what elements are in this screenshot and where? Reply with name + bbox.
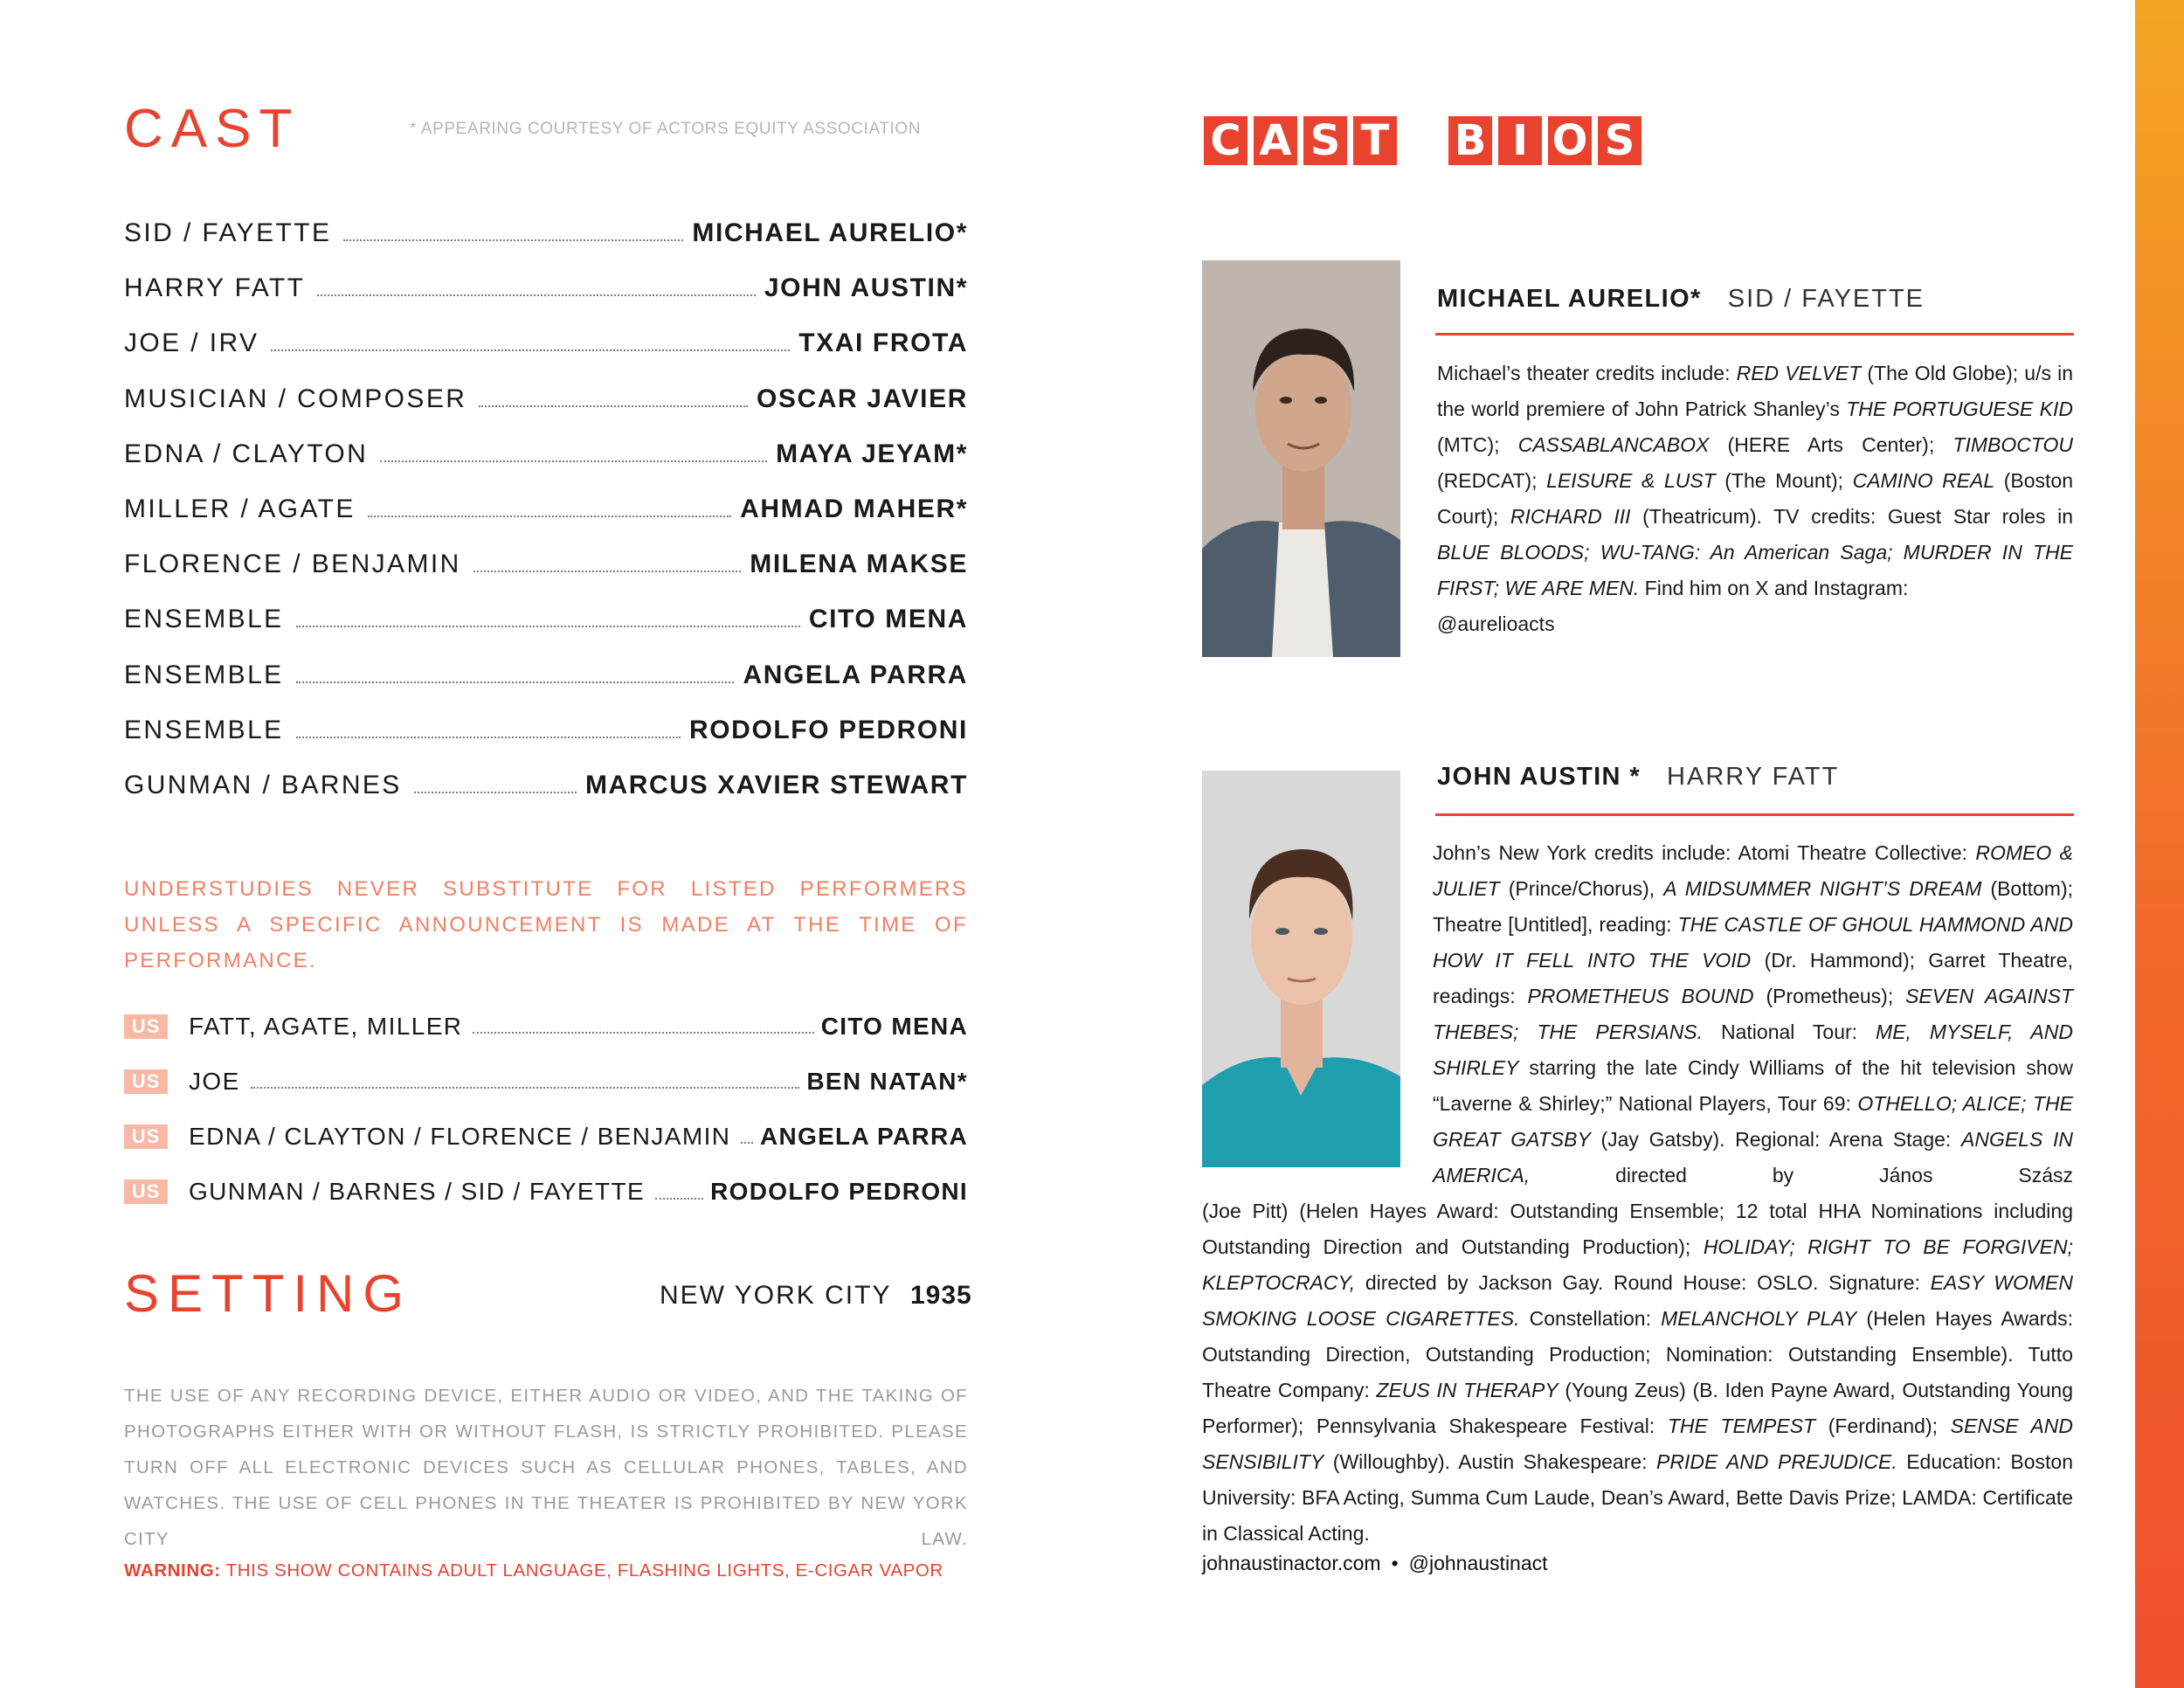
leader-dots bbox=[655, 1197, 703, 1200]
bio-header-michael bbox=[1437, 285, 1925, 314]
bio-segment: directed by Jackson Gay. Round House: OSLO. Signature: bbox=[1355, 1271, 1931, 1294]
heading-letter: C bbox=[1204, 116, 1248, 165]
leader-dots bbox=[296, 681, 735, 683]
bio-segment: Constellation: bbox=[1519, 1307, 1662, 1330]
understudy-actor: RODOLFO PEDRONI bbox=[710, 1178, 968, 1206]
heading-letter: O bbox=[1548, 116, 1592, 165]
warning-text: THIS SHOW CONTAINS ADULT LANGUAGE, FLASHING LIGHTS, E-CIGAR VAPOR bbox=[225, 1560, 943, 1581]
bio-title: HOLIDAY; RIGHT TO BE FORGIVEN; KLEPTOCRACY, bbox=[1202, 1235, 2073, 1294]
warning-label: WARNING: bbox=[124, 1560, 221, 1581]
bio-divider bbox=[1435, 333, 2074, 336]
leader-dots bbox=[296, 625, 800, 627]
heading-letter: I bbox=[1498, 116, 1542, 165]
bio-text-john-part1 bbox=[1433, 835, 2073, 1193]
leader-dots bbox=[271, 349, 790, 351]
understudy-actor: CITO MENA bbox=[820, 1012, 968, 1040]
bio-title: CAMINO REAL bbox=[1852, 469, 1995, 492]
bio-title: ME, MYSELF, AND SHIRLEY bbox=[1433, 1020, 2073, 1079]
bio-segment: Find him on X and Instagram: bbox=[1639, 577, 1909, 599]
bio-title: ROMEO & JULIET bbox=[1433, 841, 2074, 900]
cast-role: MILLER / AGATE bbox=[124, 494, 356, 523]
cast-role: ENSEMBLE bbox=[124, 605, 284, 634]
bio-actor-name: JOHN AUSTIN * bbox=[1437, 763, 1641, 791]
cast-bios-heading bbox=[1204, 116, 1648, 165]
bio-segment: (Joe Pitt) (Helen Hayes Award: Outstanding Ensemble; 12 total HHA Nominations including Outstanding Direction and Outstanding Production); bbox=[1202, 1200, 2073, 1258]
bio-title: PRIDE AND PREJUDICE. bbox=[1656, 1450, 1897, 1473]
understudy-roles: EDNA / CLAYTON / FLORENCE / BENJAMIN bbox=[189, 1122, 731, 1150]
leader-dots bbox=[343, 239, 683, 241]
understudy-list bbox=[124, 999, 968, 1220]
bio-header-john bbox=[1437, 763, 1839, 792]
cast-row bbox=[124, 661, 968, 716]
bio-title: TIMBOCTOU bbox=[1952, 433, 2073, 456]
cast-actor: MAYA JEYAM* bbox=[776, 439, 968, 468]
leader-dots bbox=[296, 736, 681, 738]
bio-title: EASY WOMEN SMOKING LOOSE CIGARETTES. bbox=[1202, 1271, 2074, 1330]
cast-role: HARRY FATT bbox=[124, 273, 306, 303]
bio-segment: (MTC); bbox=[1437, 433, 1518, 456]
us-badge: US bbox=[124, 1069, 168, 1094]
cast-actor: CITO MENA bbox=[808, 605, 968, 634]
bio-title: THE TEMPEST bbox=[1667, 1415, 1816, 1437]
cast-actor: RODOLFO PEDRONI bbox=[688, 715, 968, 744]
social-handle-link[interactable]: @johnaustinact bbox=[1408, 1552, 1548, 1574]
bio-segment: (Ferdinand); bbox=[1815, 1415, 1951, 1437]
setting-year: 1935 bbox=[910, 1281, 972, 1310]
bio-segment: (Prince/Chorus), bbox=[1499, 877, 1664, 900]
understudy-roles: FATT, AGATE, MILLER bbox=[189, 1012, 463, 1040]
us-badge: US bbox=[124, 1124, 168, 1149]
bio-title: RED VELVET bbox=[1736, 362, 1862, 384]
instagram-handle[interactable]: @aurelioacts bbox=[1437, 612, 1555, 635]
cast-role: SID / FAYETTE bbox=[124, 218, 332, 247]
bio-segment: (HERE Arts Center); bbox=[1709, 433, 1953, 456]
cast-role: JOE / IRV bbox=[124, 329, 259, 358]
bio-segment: (Theatricum). TV credits: Guest Star roles in bbox=[1630, 505, 2073, 528]
bio-segment: (The Mount); bbox=[1715, 469, 1853, 492]
cast-row bbox=[124, 550, 968, 605]
bio-segment: Education: Boston University: BFA Acting, Summa Cum Laude, Dean’s Award, Bette Davis Prize; LAMDA: Certificate in Classical Acting. bbox=[1202, 1450, 2073, 1545]
john-links bbox=[1202, 1552, 1548, 1575]
understudy-actor: ANGELA PARRA bbox=[759, 1122, 968, 1150]
bio-actor-name: MICHAEL AURELIO* bbox=[1437, 285, 1702, 313]
cast-row bbox=[124, 439, 968, 495]
understudy-roles: GUNMAN / BARNES / SID / FAYETTE bbox=[189, 1178, 646, 1206]
cast-row bbox=[124, 273, 968, 329]
cast-role: EDNA / CLAYTON bbox=[124, 439, 369, 468]
leader-dots bbox=[473, 570, 742, 572]
bio-title: PROMETHEUS BOUND bbox=[1527, 985, 1754, 1007]
bio-segment: (Boston Court); bbox=[1437, 469, 2073, 528]
cast-row bbox=[124, 716, 968, 771]
link-separator: • bbox=[1391, 1552, 1399, 1574]
cast-actor: MICHAEL AURELIO* bbox=[692, 218, 968, 247]
cast-role: ENSEMBLE bbox=[124, 715, 284, 744]
bio-role: HARRY FATT bbox=[1667, 763, 1840, 791]
bio-title: ZEUS IN THERAPY bbox=[1376, 1379, 1559, 1401]
cast-role: FLORENCE / BENJAMIN bbox=[124, 550, 461, 579]
heading-letter: T bbox=[1353, 116, 1397, 165]
bio-segment: (The Old Globe); u/s in the world premiere of John Patrick Shanley’s bbox=[1437, 362, 2074, 420]
heading-letter: S bbox=[1598, 116, 1641, 165]
bio-title: THE PORTUGUESE KID bbox=[1846, 398, 2074, 420]
bio-segment: directed by János Szász bbox=[1530, 1164, 2073, 1186]
leader-dots bbox=[380, 460, 767, 462]
bio-segment: (Helen Hayes Awards: Outstanding Direction, Outstanding Production; Nomination: Outstanding Ensemble). Tutto Theatre Company: bbox=[1202, 1307, 2073, 1401]
setting-place: NEW YORK CITY bbox=[660, 1281, 892, 1310]
cast-actor: ANGELA PARRA bbox=[743, 660, 968, 689]
leader-dots bbox=[479, 405, 748, 407]
bio-role: SID / FAYETTE bbox=[1727, 285, 1925, 313]
understudy-row bbox=[124, 999, 968, 1054]
bio-title: ANGELS IN AMERICA, bbox=[1433, 1128, 2073, 1186]
bio-title: SEVEN AGAINST THEBES; THE PERSIANS. bbox=[1433, 985, 2073, 1043]
bio-title: OTHELLO; ALICE; THE GREAT GATSBY bbox=[1433, 1092, 2074, 1151]
bio-segment: (Young Zeus) (B. Iden Payne Award, Outstanding Young Performer); Pennsylvania Shakespeare Festival: bbox=[1202, 1379, 2073, 1437]
leader-dots bbox=[414, 791, 577, 793]
headshot-john-austin bbox=[1202, 771, 1400, 1167]
cast-actor: MILENA MAKSE bbox=[750, 550, 968, 579]
us-badge: US bbox=[124, 1014, 168, 1039]
recording-policy-text: THE USE OF ANY RECORDING DEVICE, EITHER AUDIO OR VIDEO, AND THE TAKING OF PHOTOGRAPHS EITHER WITH OR WITHOUT FLASH, IS STRICTLY PROHIBITED. PLEASE TURN OFF ALL ELECTRONIC DEVICES SUCH AS CELLULAR PHONES, TABLES, AND WATCHES. THE USE OF CELL PHONES IN THE THEATER IS PROHIBITED BY NEW YORK CITY LAW. bbox=[124, 1386, 968, 1549]
cast-row bbox=[124, 771, 968, 826]
cast-role: MUSICIAN / COMPOSER bbox=[124, 384, 467, 413]
website-link[interactable]: johnaustinactor.com bbox=[1202, 1552, 1381, 1574]
heading-space bbox=[1403, 116, 1448, 165]
heading-letter: S bbox=[1303, 116, 1347, 165]
understudy-note: UNDERSTUDIES NEVER SUBSTITUTE FOR LISTED PERFORMERS UNLESS A SPECIFIC ANNOUNCEMENT IS MADE AT THE TIME OF PERFORMANCE. bbox=[124, 877, 968, 972]
cast-row bbox=[124, 384, 968, 439]
cast-role: GUNMAN / BARNES bbox=[124, 770, 402, 799]
bio-segment: National Tour: bbox=[1703, 1020, 1876, 1043]
cast-heading: CAST bbox=[124, 99, 301, 159]
setting-heading: SETTING bbox=[124, 1264, 413, 1323]
cast-list bbox=[124, 218, 968, 826]
bio-segment: (Prometheus); bbox=[1753, 985, 1906, 1007]
cast-actor: JOHN AUSTIN* bbox=[764, 273, 968, 303]
bio-segment: (Jay Gatsby). Regional: Arena Stage: bbox=[1590, 1128, 1961, 1151]
bio-title: LEISURE & LUST bbox=[1546, 469, 1716, 492]
bio-segment: (Dr. Hammond); Garret Theatre, readings: bbox=[1433, 949, 2073, 1007]
cast-actor: TXAI FROTA bbox=[798, 329, 968, 358]
bio-text-michael bbox=[1437, 356, 2073, 642]
cast-role: ENSEMBLE bbox=[124, 660, 284, 689]
cast-row bbox=[124, 329, 968, 384]
cast-actor: MARCUS XAVIER STEWART bbox=[584, 770, 968, 799]
us-badge: US bbox=[124, 1180, 168, 1204]
bio-title: A MIDSUMMER NIGHT’S DREAM bbox=[1663, 877, 1982, 900]
understudy-row bbox=[124, 1054, 968, 1109]
leader-dots bbox=[741, 1141, 753, 1144]
bio-segment: (Willoughby). Austin Shakespeare: bbox=[1324, 1450, 1657, 1473]
heading-letter: B bbox=[1448, 116, 1492, 165]
cast-row bbox=[124, 495, 968, 550]
headshot-michael-aurelio bbox=[1202, 260, 1400, 657]
heading-letter: A bbox=[1254, 116, 1297, 165]
bio-divider bbox=[1435, 813, 2074, 816]
understudy-actor: BEN NATAN* bbox=[806, 1067, 968, 1095]
bio-title: SENSE AND SENSIBILITY bbox=[1202, 1415, 2073, 1473]
leader-dots bbox=[368, 515, 731, 517]
leader-dots bbox=[251, 1086, 800, 1089]
understudy-roles: JOE bbox=[189, 1067, 240, 1095]
understudy-row bbox=[124, 1109, 968, 1164]
bio-text-john-part2 bbox=[1202, 1193, 2073, 1552]
bio-segment: (Bottom); Theatre [Untitled], reading: bbox=[1433, 877, 2073, 936]
cast-actor: OSCAR JAVIER bbox=[756, 384, 968, 413]
bio-segment: starring the late Cindy Williams of the hit television show “Laverne & Shirley;” National Players, Tour 69: bbox=[1433, 1056, 2073, 1115]
bio-title: CASSABLANCABOX bbox=[1517, 433, 1710, 456]
cast-actor: AHMAD MAHER* bbox=[740, 494, 968, 523]
leader-dots bbox=[473, 1031, 813, 1034]
cast-row bbox=[124, 218, 968, 273]
edge-gradient-bar bbox=[2135, 0, 2184, 1688]
bio-title: THE CASTLE OF GHOUL HAMMOND AND HOW IT FELL INTO THE VOID bbox=[1433, 913, 2073, 972]
bio-title: MELANCHOLY PLAY bbox=[1661, 1307, 1857, 1330]
bio-title: RICHARD III bbox=[1510, 505, 1631, 528]
bio-segment: (REDCAT); bbox=[1437, 469, 1547, 492]
bio-title: BLUE BLOODS; WU-TANG: An American Saga; MURDER IN THE FIRST; WE ARE MEN. bbox=[1437, 541, 2073, 599]
understudy-row bbox=[124, 1165, 968, 1220]
bio-segment: John’s New York credits include: Atomi Theatre Collective: bbox=[1433, 841, 1976, 864]
leader-dots bbox=[317, 294, 756, 296]
equity-courtesy-note: * APPEARING COURTESY OF ACTORS EQUITY ASSOCIATION bbox=[410, 120, 922, 138]
bio-segment: Michael’s theater credits include: bbox=[1437, 362, 1737, 384]
cast-row bbox=[124, 605, 968, 660]
content-warning bbox=[124, 1560, 968, 1581]
